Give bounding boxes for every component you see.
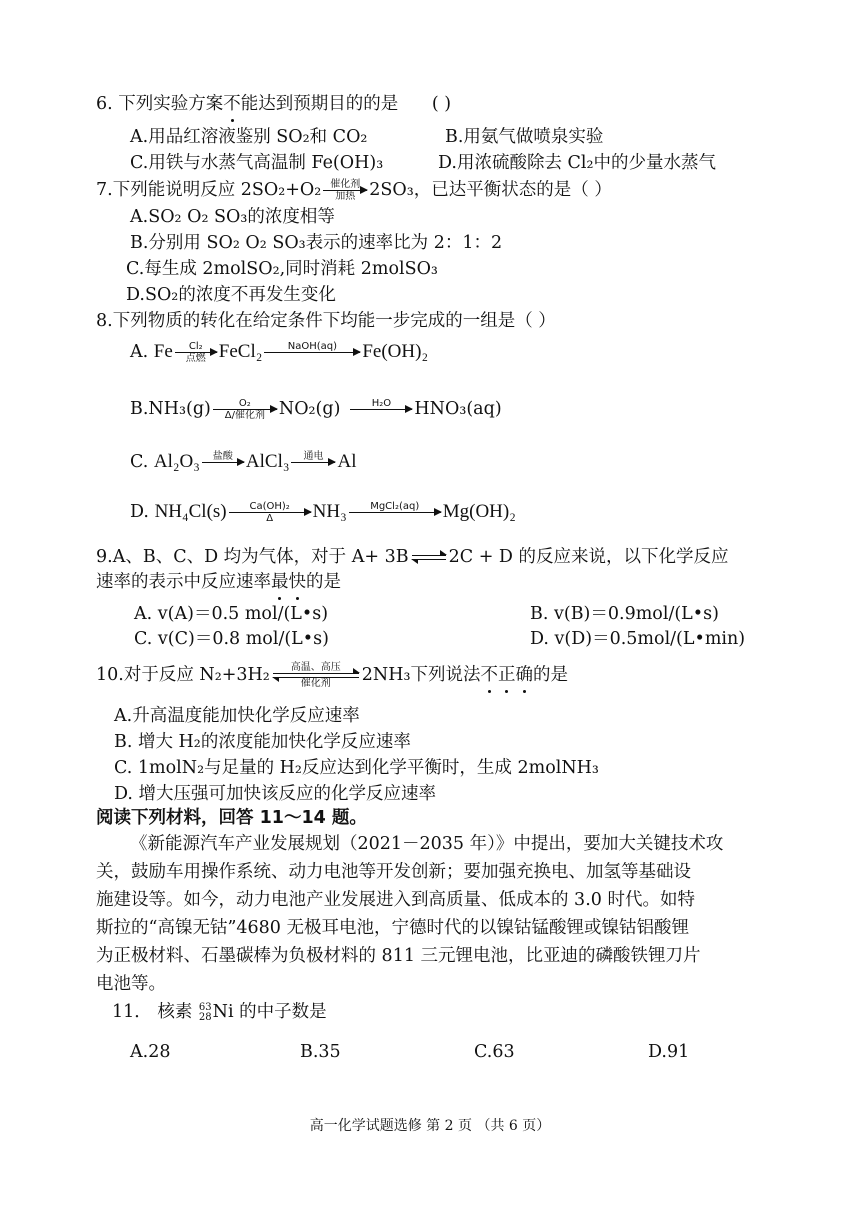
q9-option-c: C. v(C)＝0.8 mol/(L•s) [134, 629, 329, 649]
q7-option-a: A.SO₂ O₂ SO₃的浓度相等 [130, 207, 335, 227]
q8-stem: 8.下列物质的转化在给定条件下均能一步完成的一组是（ ） [96, 311, 556, 331]
q11-option-a: A.28 [130, 1042, 171, 1062]
emphasis-dot: 最 [271, 572, 289, 592]
reading-line: 电池等。 [96, 974, 166, 994]
reaction-arrow: 催化剂 加热 [323, 179, 367, 202]
q10-stem: 10.对于反应 N₂+3H₂ 高温、高压 催化剂 2NH₃下列说法不正确的是 [96, 662, 569, 689]
nuclide-notation: 63 28 [198, 1001, 212, 1023]
reading-line: 施建设等。如今，动力电池产业发展进入到高质量、低成本的 3.0 时代。如特 [96, 890, 695, 910]
q6-option-a: A.用品红溶液鉴别 SO₂和 CO₂ [130, 127, 368, 147]
q8-option-b: B.NH₃(g) O₂ Δ/催化剂 NO₂(g) H₂O HNO₃(aq) [130, 398, 502, 421]
reaction-arrow: O₂ Δ/催化剂 [213, 398, 277, 421]
q10-option-a: A.升高温度能加快化学反应速率 [114, 706, 360, 726]
emphasis-dot: 不 [480, 665, 499, 685]
q7-option-b: B.分别用 SO₂ O₂ SO₃表示的速率比为 2：1：2 [130, 233, 503, 253]
reading-line: 为正极材料、石墨碳棒为负极材料的 811 三元锂电池，比亚迪的磷酸铁锂刀片 [96, 946, 701, 966]
q11-option-d: D.91 [648, 1042, 690, 1062]
q10-option-c: C. 1molN₂与足量的 H₂反应达到化学平衡时，生成 2molNH₃ [114, 758, 599, 778]
q7-option-c: C.每生成 2molSO₂,同时消耗 2molSO₃ [126, 259, 438, 279]
reading-heading: 阅读下列材料，回答 11～14 题。 [96, 808, 367, 828]
q9-option-b: B. v(B)＝0.9mol/(L•s) [530, 604, 719, 624]
q10-option-b: B. 增大 H₂的浓度能加快化学反应速率 [114, 732, 411, 752]
q7-stem: 7.下列能说明反应 2SO₂+O₂ 催化剂 加热 2SO₃，已达平衡状态的是（ ） [96, 179, 612, 202]
equilibrium-arrow: 高温、高压 催化剂 [273, 662, 359, 689]
reading-line: 斯拉的“高镍无钴”4680 无极耳电池，宁德时代的以镍钴锰酸锂或镍钴铝酸锂 [96, 918, 689, 938]
q8-option-d: D. NH₄Cl(s) $\frac{\text{Ca(OH)₂}}{\Delta}$ NH₃ MgCl₂(aq) Mg(OH)₂ [130, 501, 516, 524]
reaction-arrow: $\frac{\text{Ca(OH)₂}}{\Delta}$ [229, 501, 311, 524]
emphasis-dot: 确 [515, 665, 534, 685]
emphasis-dot: 不 [223, 94, 241, 114]
emphasis-dot: 正 [498, 665, 516, 685]
q11-option-b: B.35 [300, 1042, 341, 1062]
reaction-arrow: H₂O [350, 398, 412, 421]
q9-stem: 9.A、B、C、D 均为气体，对于 A+ 3B 2C + D 的反应来说，以下化学反应 [96, 547, 729, 567]
page-footer: 高一化学试题选修 第 2 页 （共 6 页） [309, 1118, 551, 1134]
q8-option-a: A. Fe Cl₂ 点燃 FeCl₂ NaOH(aq) Fe(OH)₂ [130, 341, 429, 364]
reaction-arrow: Cl₂ 点燃 [175, 341, 217, 364]
q7-option-d: D.SO₂的浓度不再发生变化 [126, 285, 336, 305]
reaction-arrow: MgCl₂(aq) [349, 501, 441, 524]
equilibrium-arrow [412, 555, 446, 560]
q9-option-a: A. v(A)＝0.5 mol/(L•s) [134, 604, 329, 624]
reaction-arrow: 通电 [291, 451, 335, 474]
q10-option-d: D. 增大压强可加快该反应的化学反应速率 [114, 784, 437, 804]
reaction-arrow: NaOH(aq) [264, 341, 360, 364]
q9-stem-line2: 速率的表示中反应速率最快的是 [96, 572, 341, 592]
emphasis-dot: 快 [288, 572, 306, 592]
q6-stem: 6. 下列实验方案不能达到预期目的的是 ( ) [96, 94, 452, 114]
q6-option-b: B.用氨气做喷泉实验 [445, 127, 604, 147]
reaction-arrow: 盐酸 [202, 451, 244, 474]
reading-line: 《新能源汽车产业发展规划（2021－2035 年）》中提出，要加大关键技术攻 [130, 834, 724, 854]
q11-option-c: C.63 [474, 1042, 515, 1062]
q9-option-d: D. v(D)＝0.5mol/(L•min) [530, 629, 746, 649]
reading-line: 关，鼓励车用操作系统、动力电池等开发创新；要加强充换电、加氢等基础设 [96, 862, 691, 882]
q6-option-d: D.用浓硫酸除去 Cl₂中的少量水蒸气 [438, 153, 717, 173]
q6-option-c: C.用铁与水蒸气高温制 Fe(OH)₃ [130, 153, 384, 173]
q11-stem: 11． 核素 63 28 Ni 的中子数是 [112, 1001, 327, 1023]
q8-option-c: C. Al₂O₃ 盐酸 AlCl₃ 通电 Al [130, 451, 357, 472]
